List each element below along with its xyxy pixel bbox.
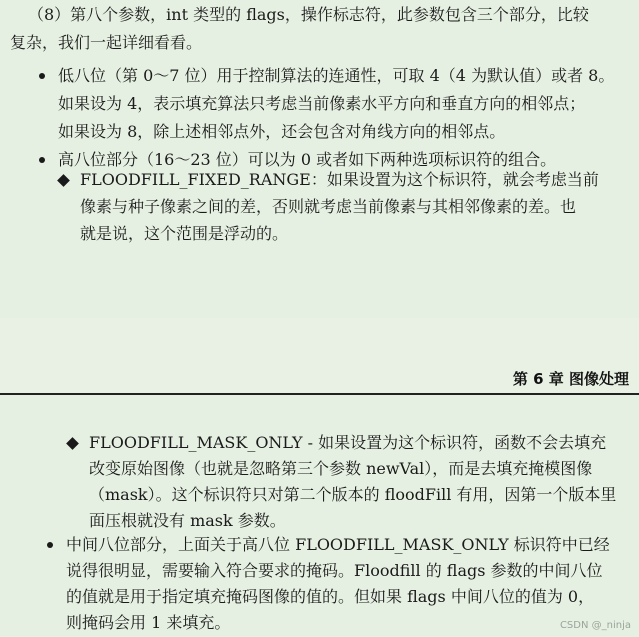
mask-only-line-4: 面压根就没有 mask 参数。 [89,511,286,530]
header-divider [0,393,639,395]
low-bits-line-2: 如果设为 4，表示填充算法只考虑当前像素水平方向和垂直方向的相邻点； [58,94,586,113]
intro-line-2: 复杂，我们一起详细看看。 [10,33,203,52]
middle-bits-line-4: 则掩码会用 1 来填充。 [66,613,231,632]
bullet-dot-icon [47,542,53,548]
watermark: CSDN @_ninja [559,620,631,631]
bullet-dot-icon [39,157,45,163]
fixed-range-line-1: FLOODFILL_FIXED_RANGE：如果设置为这个标识符，就会考虑当前 [80,170,599,189]
middle-bits-line-1: 中间八位部分，上面关于高八位 FLOODFILL_MASK_ONLY 标识符中已经 [66,535,610,554]
middle-bits-line-2: 说得很明显，需要输入符合要求的掩码。Floodfill 的 flags 参数的中间八位 [66,561,603,580]
intro-line-1: （8）第八个参数，int 类型的 flags，操作标志符，此参数包含三个部分，比较 [28,5,589,24]
low-bits-line-3: 如果设为 8，除上述相邻点外，还会包含对角线方向的相邻点。 [58,122,506,141]
mask-only-line-2: 改变原始图像（也就是忽略第三个参数 newVal），而是去填充掩模图像 [89,459,593,478]
bullet-dot-icon [39,73,45,79]
mask-only-line-1: FLOODFILL_MASK_ONLY - 如果设置为这个标识符，函数不会去填充 [89,433,607,452]
chapter-header: 第 6 章 图像处理 [512,370,629,388]
fixed-range-line-3: 就是说，这个范围是浮动的。 [80,224,289,243]
mask-only-line-3: （mask）。这个标识符只对第二个版本的 floodFill 有用，因第一个版本里 [89,485,617,504]
middle-bits-line-3: 的值就是用于指定填充掩码图像的值的。但如果 flags 中间八位的值为 0， [66,587,595,606]
fixed-range-line-2: 像素与种子像素之间的差，否则就考虑当前像素与其相邻像素的差。也 [80,197,577,216]
high-bits-line-1: 高八位部分（16～23 位）可以为 0 或者如下两种选项标识符的组合。 [58,150,557,169]
low-bits-line-1: 低八位（第 0～7 位）用于控制算法的连通性，可取 4（4 为默认值）或者 8。 [58,66,615,85]
